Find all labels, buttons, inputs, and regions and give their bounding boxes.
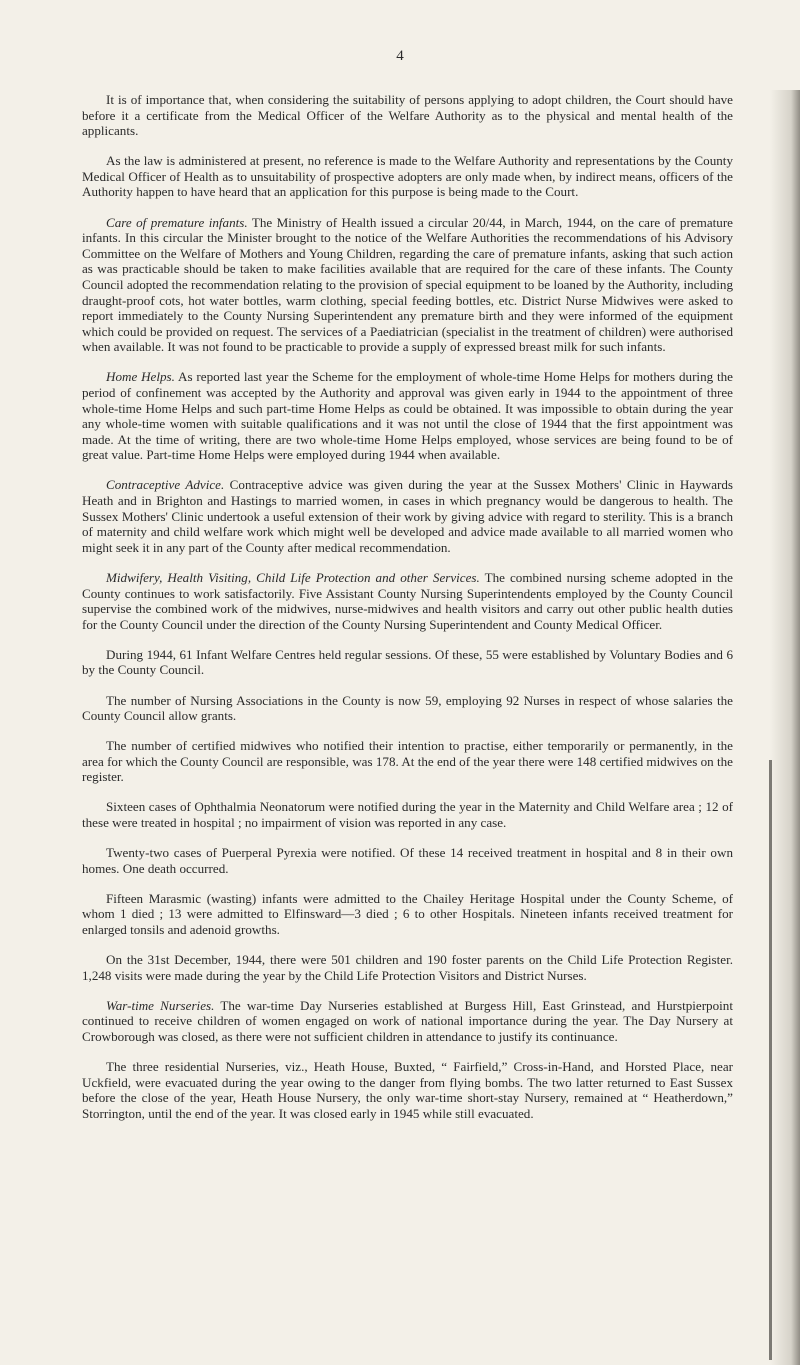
- paragraph-contraceptive-advice: Contraceptive Advice. Contraceptive advice was given during the year at the Sussex Mothers' Clinic in Haywards Heath and in Brighton and Hastings to married women, in cases in which pregnancy would be dangerous to health. The Sussex Mothers' Clinic undertook a useful extension of their work by giving advice with regard to sterility. This is a branch of maternity and child welfare work which might well be developed and advice made available to all married women who might seek it in any part of the County after medical recommendation.: [82, 477, 734, 555]
- document-body: [82, 92, 733, 1136]
- page-edge-shadow: [770, 90, 800, 1365]
- section-heading: War-time Nurseries.: [106, 997, 215, 1013]
- section-heading: Contraceptive Advice.: [106, 477, 225, 493]
- section-heading: Home Helps.: [106, 369, 175, 385]
- paragraph-marasmic-infants: Fifteen Marasmic (wasting) infants were admitted to the Chailey Heritage Hospital under the County Scheme, of whom 1 died ; 13 were admitted to Elfinsward—3 died ; 6 to other Hospitals. Nineteen infants received treatment for enlarged tonsils and adenoid growths.: [82, 890, 733, 938]
- paragraph-residential-nurseries: The three residential Nurseries, viz., Heath House, Buxted, “ Fairfield,” Cross-in-Hand, and Horsted Place, near Uckfield, were evacuated during the year owing to the danger from flying bombs. The two latter returned to East Sussex before the close of the year, Heath House Nursery, the only war-time short-stay Nursery, remained at “ Heatherdown,” Storrington, until the end of the year. It was closed early in 1945 while still evacuated.: [82, 1059, 733, 1121]
- paragraph-certified-midwives: The number of certified midwives who notified their intention to practise, either temporarily or permanently, in the area for which the County Council are responsible, was 178. At the end of the year there were 148 certified midwives on the register.: [82, 738, 733, 785]
- paragraph-home-helps: Home Helps. As reported last year the Scheme for the employment of whole-time Home Helps for mothers during the period of confinement was accepted by the Authority and approval was given early in 1944 to the appointment of three whole-time Home Helps and such part-time Home Helps as could be obtained. It was impossible to obtain during the year any whole-time women with suitable qualifications and it was not until the close of 1944 that the first appointment was made. At the time of writing, there are two whole-time Home Helps employed, whose services are being found to be of great value. Part-time Home Helps were employed during 1944 when available.: [82, 369, 733, 463]
- paragraph-adoption-law: As the law is administered at present, no reference is made to the Welfare Authority and representations by the County Medical Officer of Health as to unsuitability of prospective adopters are only made when, by indirect means, officers of the Authority happen to have heard that an application for this purpose is being made to the Court.: [82, 153, 733, 200]
- paragraph-child-life-protection: On the 31st December, 1944, there were 501 children and 190 foster parents on the Child Life Protection Register. 1,248 visits were made during the year by the Child Life Protection Visitors and District Nurses.: [82, 952, 733, 983]
- paragraph-adoption-certificate: It is of importance that, when considering the suitability of persons applying to adopt children, the Court should have before it a certificate from the Medical Officer of the Welfare Authority as to the physical and mental health of the applicants.: [82, 92, 733, 139]
- paragraph-puerperal-pyrexia: Twenty-two cases of Puerperal Pyrexia were notified. Of these 14 received treatment in hospital and 8 in their own homes. One death occurred.: [82, 845, 733, 876]
- section-heading: Care of premature infants.: [106, 214, 248, 230]
- paragraph-premature-infants: Care of premature infants. The Ministry of Health issued a circular 20/44, in March, 1944, on the care of premature infants. In this circular the Minister brought to the notice of the Welfare Authorities the recommendations of his Advisory Committee on the Welfare of Mothers and Young Children, regarding the care of premature infants, asking that such action as was practicable should be taken to make facilities available that are required for the care of these infants. The County Council adopted the recommendation relating to the provision of special equipment to be loaned by the Authority, including draught-proof cots, hot water bottles, warm clothing, special feeding bottles, etc. District Nurse Midwives were asked to report immediately to the County Nursing Superintendent any premature birth and they were informed of the equipment which could be provided on request. The services of a Paediatrician (specialist in the treatment of children) were authorised when available. It was not found to be practicable to provide a supply of expressed breast milk for such infants.: [82, 214, 733, 355]
- binding-edge: [769, 760, 772, 1360]
- page-number: 4: [396, 48, 404, 64]
- paragraph-ophthalmia: Sixteen cases of Ophthalmia Neonatorum were notified during the year in the Maternity and Child Welfare area ; 12 of these were treated in hospital ; no impairment of vision was reported in any case.: [82, 799, 733, 831]
- paragraph-midwifery: Midwifery, Health Visiting, Child Life Protection and other Services. The combined nursing scheme adopted in the County continues to work satisfactorily. Five Assistant County Nursing Superintendents employed by the County Council supervise the combined work of the midwives, nurse-midwives and health visitors and carry out other public health duties for the County Council under the direction of the County Nursing Superintendent and County Medical Officer.: [82, 569, 733, 632]
- section-heading: Midwifery, Health Visiting, Child Life Protection and other Services.: [106, 569, 480, 585]
- paragraph-wartime-nurseries: War-time Nurseries. The war-time Day Nurseries established at Burgess Hill, East Grinstead, and Hurstpierpoint continued to receive children of women engaged on work of national importance during the year. The Day Nursery at Crowborough was closed, as there were not sufficient children in attendance to justify its continuance.: [82, 997, 733, 1044]
- paragraph-nursing-associations: The number of Nursing Associations in the County is now 59, employing 92 Nurses in respect of whose salaries the County Council allow grants.: [82, 692, 733, 724]
- paragraph-welfare-centres: During 1944, 61 Infant Welfare Centres held regular sessions. Of these, 55 were established by Voluntary Bodies and 6 by the County Council.: [82, 646, 733, 678]
